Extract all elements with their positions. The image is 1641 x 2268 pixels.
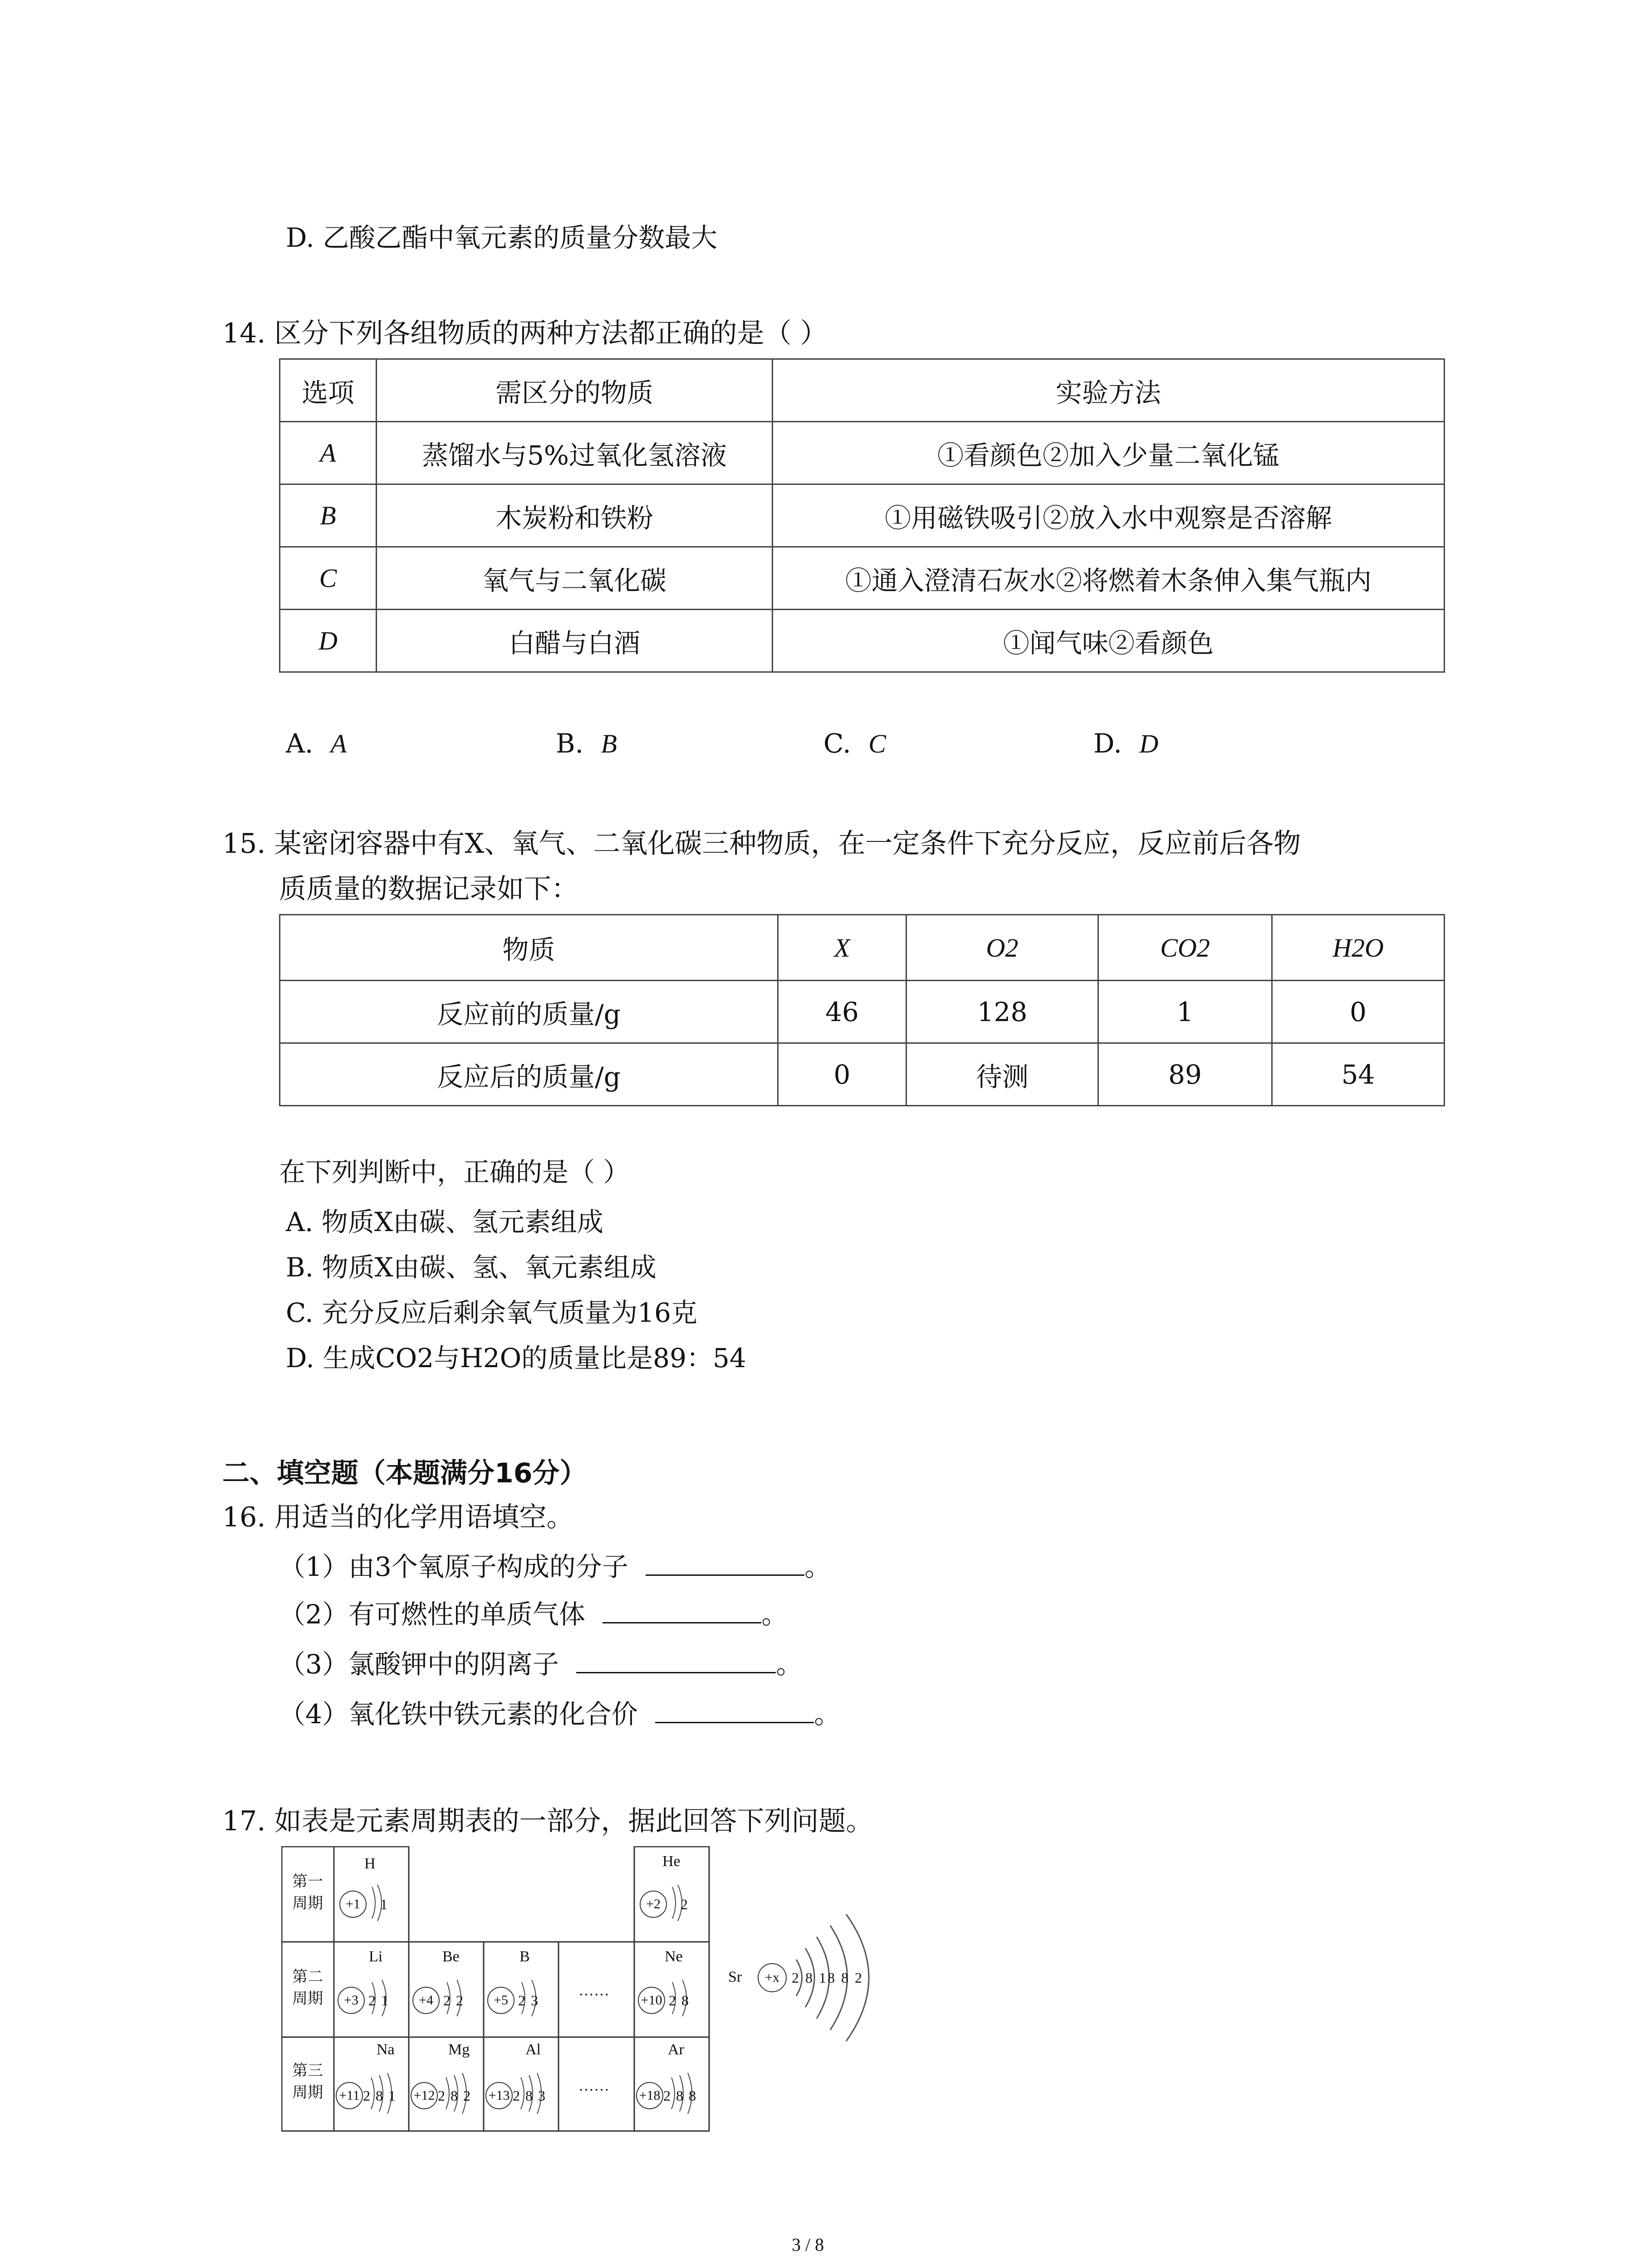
shells-b: 2 3 [518,1992,539,2009]
q14-row-a-option: A [280,422,377,484]
element-symbol-be: Be [442,1948,460,1965]
shells-li: 2 1 [368,1992,389,2009]
element-symbol-al: Al [525,2041,541,2058]
nucleus-he: +2 [640,1891,667,1918]
table-row [280,610,1445,672]
q14-row-d-method: ①闻气味②看颜色 [773,610,1445,672]
q15-header-co2: CO2 [1098,915,1272,981]
q15-row-after-o2: 待测 [906,1043,1098,1106]
element-symbol-b: B [519,1948,530,1965]
q16-item-3-text: （3）氯酸钾中的阴离子 [279,1649,559,1680]
q14-option-a-value: A [330,729,347,758]
q14-stem: 14. 区分下列各组物质的两种方法都正确的是（ ） [222,318,828,349]
q15-option-d[interactable]: D. 生成CO2与H2O的质量比是89：54 [286,1343,746,1374]
q15-row-after-x: 0 [778,1043,906,1106]
section-title: 二、填空题（本题满分16分） [222,1457,587,1489]
element-symbol-ar: Ar [668,2041,684,2058]
q14-option-d[interactable] [1093,730,1158,757]
periodic-table-diagram [281,1846,710,2132]
shells-ne: 2 8 [669,1992,690,2009]
sr-symbol: Sr [728,1969,742,1985]
q14-row-c-substance: 氧气与二氧化碳 [377,547,773,610]
q16-item-2-text: （2）有可燃性的单质气体 [279,1599,585,1630]
q14-option-a-label: A. [286,728,314,759]
shells-he: 2 [681,1896,689,1912]
q13-option-d: D. 乙酸乙酯中氧元素的质量分数最大 [286,222,718,253]
q14-option-c-label: C. [823,728,851,759]
q16-item-3 [279,1649,803,1680]
q14-row-b-method: ①用磁铁吸引②放入水中观察是否溶解 [773,484,1445,547]
q15-row-before-label: 反应前的质量/g [280,981,778,1043]
nucleus-ar: +18 [636,2082,663,2109]
q14-option-b[interactable] [556,730,617,757]
q14-row-c-method: ①通入澄清石灰水②将燃着木条伸入集气瓶内 [773,547,1445,610]
table-row [280,422,1445,484]
nucleus-al: +13 [485,2082,513,2109]
period-label-2: 第二 周期 [292,1968,323,2008]
q14-table [279,358,1445,673]
period-label-3: 第三 周期 [292,2062,323,2102]
q16-item-2 [279,1601,788,1628]
q16-item-4-end: 。 [814,1699,841,1730]
q14-row-c-option: C [280,547,377,610]
q15-row-before-co2: 1 [1098,981,1272,1043]
q15-row-before-h2o: 0 [1272,981,1445,1043]
q16-item-1 [279,1551,831,1582]
element-symbol-h: H [364,1855,376,1872]
q14-option-d-label: D. [1093,728,1122,759]
element-symbol-ne: Ne [665,1948,683,1965]
shells-be: 2 2 [443,1992,464,2009]
q15-header-o2: O2 [906,915,1098,981]
q15-row-after-co2: 89 [1098,1043,1272,1106]
nucleus-mg: +12 [411,2082,438,2109]
q14-row-d-option: D [280,610,377,672]
element-symbol-mg: Mg [448,2041,470,2058]
ellipsis-period-3: …… [578,2077,609,2094]
q15-header-h2o: H2O [1272,915,1445,981]
q16-item-2-end: 。 [761,1599,788,1630]
q17-stem: 17. 如表是元素周期表的一部分，据此回答下列问题。 [222,1805,873,1837]
q16-stem: 16. 用适当的化学用语填空。 [222,1501,574,1533]
q14-row-b-substance: 木炭粉和铁粉 [377,484,773,547]
q14-option-c[interactable] [823,730,886,757]
shells-ar: 2 8 8 [663,2087,697,2104]
q14-option-b-value: B [601,729,617,758]
q15-stem-line1: 15. 某密闭容器中有X、氧气、二氧化碳三种物质，在一定条件下充分反应，反应前后各物 [222,828,1301,860]
q16-blank-3[interactable] [576,1667,776,1673]
q15-option-a[interactable]: A. 物质X由碳、氢元素组成 [286,1207,604,1237]
period-label-1: 第一 周期 [292,1872,323,1912]
q14-header-method: 实验方法 [773,359,1445,422]
sr-nucleus: +x [758,1963,787,1992]
nucleus-na: +11 [336,2082,363,2109]
q16-blank-4[interactable] [655,1717,814,1723]
q15-header-substance: 物质 [280,915,778,981]
table-row [280,981,1445,1043]
q16-item-4 [279,1699,841,1730]
q16-item-1-end: 。 [804,1551,831,1582]
nucleus-ne: +10 [638,1987,665,2014]
q14-header-option: 选项 [280,359,377,422]
q16-blank-2[interactable] [603,1618,761,1623]
shells-h: 1 [380,1896,388,1912]
q16-item-4-text: （4）氧化铁中铁元素的化合价 [279,1699,638,1730]
q14-row-a-method: ①看颜色②加入少量二氧化锰 [773,422,1445,484]
q16-item-1-text: （1）由3个氧原子构成的分子 [279,1551,628,1582]
nucleus-h: +1 [339,1891,367,1918]
nucleus-b: +5 [487,1987,514,2014]
element-symbol-li: Li [369,1948,383,1965]
page-number: 3 / 8 [792,2234,824,2255]
shells-mg: 2 8 2 [438,2087,471,2104]
element-symbol-he: He [662,1853,681,1870]
nucleus-be: +4 [412,1987,440,2014]
ellipsis-period-2: …… [578,1982,609,1999]
shells-na: 2 8 1 [363,2087,397,2104]
sr-atom-diagram [728,1905,919,2050]
table-row [280,484,1445,547]
nucleus-li: +3 [338,1987,365,2014]
q15-option-c[interactable]: C. 充分反应后剩余氧气质量为16克 [286,1297,697,1328]
table-row [280,547,1445,610]
q14-option-a[interactable] [286,730,347,757]
q14-option-b-label: B. [556,728,584,759]
q15-row-after-h2o: 54 [1272,1043,1445,1106]
q15-table [279,914,1445,1106]
q15-row-before-x: 46 [778,981,906,1043]
sr-shells: 2 8 18 8 2 [792,1970,863,1986]
table-row [280,1043,1445,1106]
q14-option-c-value: C [868,729,886,758]
q14-row-a-substance: 蒸馏水与5%过氧化氢溶液 [377,422,773,484]
q15-header-x: X [778,915,906,981]
q16-blank-1[interactable] [646,1570,804,1576]
q14-row-b-option: B [280,484,377,547]
q15-question: 在下列判断中，正确的是（ ） [279,1157,630,1188]
shells-al: 2 8 3 [513,2087,546,2104]
q15-option-b[interactable]: B. 物质X由碳、氢、氧元素组成 [286,1252,656,1283]
q15-row-after-label: 反应后的质量/g [280,1043,778,1106]
q14-header-substance: 需区分的物质 [377,359,773,422]
q16-item-3-end: 。 [776,1649,803,1680]
q15-stem-line2: 质质量的数据记录如下： [279,873,578,905]
q14-option-d-value: D [1139,729,1159,758]
q14-row-d-substance: 白醋与白酒 [377,610,773,672]
q15-row-before-o2: 128 [906,981,1098,1043]
element-symbol-na: Na [377,2041,395,2058]
